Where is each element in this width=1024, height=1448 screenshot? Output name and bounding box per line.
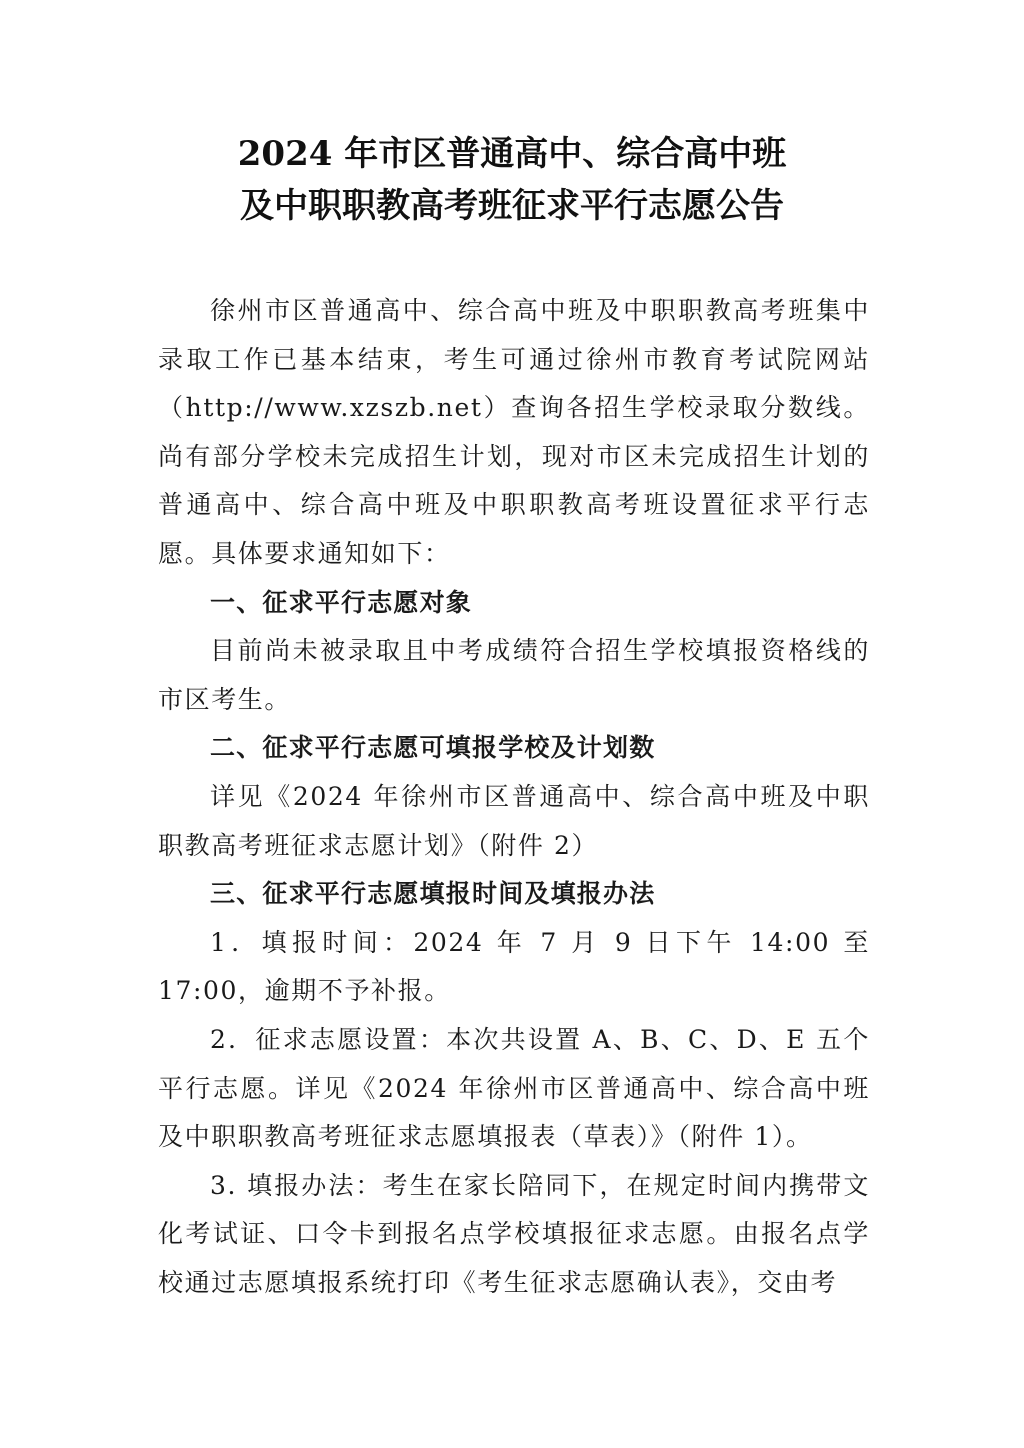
intro-paragraph: 徐州市区普通高中、综合高中班及中职职教高考班集中录取工作已基本结束，考生可通过徐州市教育考试院网站（http://www.xzszb.net）查询各招生学校录取分数线。尚有部分学校未完成招生计划，现对市区未完成招生计划的普通高中、综合高中班及中职职教高考班设置征求平行志愿。具体要求通知如下： (158, 296, 870, 568)
section-1-paragraph: 目前尚未被录取且中考成绩符合招生学校填报资格线的市区考生。 (158, 636, 870, 714)
section-heading-2: 二、征求平行志愿可填报学校及计划数 (210, 733, 656, 763)
section-2-paragraph: 详见《2024 年徐州市区普通高中、综合高中班及中职职教高考班征求志愿计划》（附件 2） (158, 781, 870, 860)
document-title-line-1: 2024 年市区普通高中、综合高中班 (237, 134, 787, 174)
document-title-line-2: 及中职职教高考班征求平行志愿公告 (240, 186, 784, 226)
section-3-item-1: 1．填报时间：2024 年 7 月 9 日下午 14:00 至 17:00，逾期不予补报。 (158, 927, 870, 1006)
section-3-item-2: 2．征求志愿设置：本次共设置 A、B、C、D、E 五个平行志愿。详见《2024 年徐州市区普通高中、综合高中班及中职职教高考班征求志愿填报表（草表）》（附件 1）。 (158, 1024, 870, 1152)
section-heading-3: 三、征求平行志愿填报时间及填报办法 (210, 879, 656, 909)
section-3-item-3: 3. 填报办法：考生在家长陪同下，在规定时间内携带文化考试证、口令卡到报名点学校填报征求志愿。由报名点学校通过志愿填报系统打印《考生征求志愿确认表》，交由考 (158, 1170, 870, 1297)
section-heading-1: 一、征求平行志愿对象 (210, 587, 473, 617)
document-body (158, 287, 870, 1307)
